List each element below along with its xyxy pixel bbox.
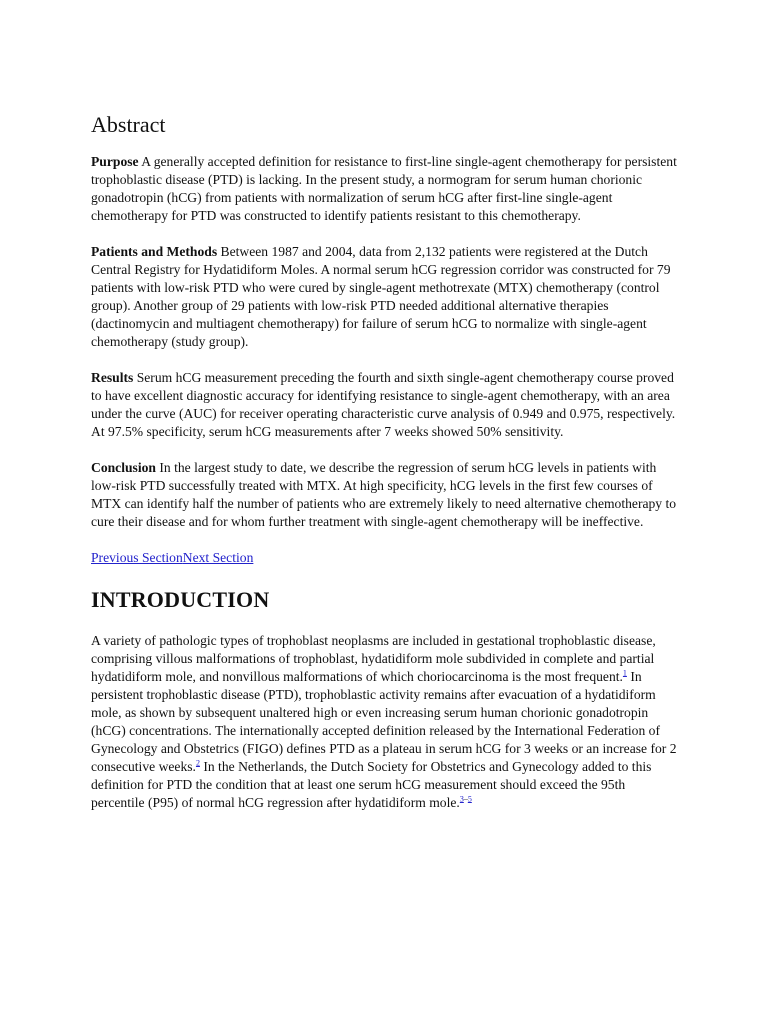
next-section-link[interactable]: Next Section — [182, 550, 254, 565]
reference-link-3[interactable]: 3 — [459, 794, 464, 804]
reference-range-separator: – — [463, 794, 468, 804]
results-label: Results — [91, 370, 134, 385]
intro-text-2: In persistent trophoblastic disease (PTD), trophoblastic activity remains after evacuation of a hydatidiform mole, as shown by subsequent unaltered high or even increasing serum human chorionic gonadotropin (hCG) concentrations. The internationally accepted definition released by the International Federation of Gynecology and Obstetrics (FIGO) defines PTD as a plateau in serum hCG for 3 weeks or an increase for 2 consecutive weeks. — [91, 669, 677, 774]
abstract-heading: Abstract — [91, 112, 166, 137]
previous-section-link[interactable]: Previous Section — [91, 550, 183, 565]
intro-text-1: A variety of pathologic types of trophoblast neoplasms are included in gestational trophoblastic disease, comprising villous malformations of trophoblast, hydatidiform mole subdivided in complete and partial hydatidiform mole, and nonvillous malformations of which choriocarcinoma is the most frequent. — [91, 633, 656, 684]
intro-text-3: In the Netherlands, the Dutch Society for Obstetrics and Gynecology added to this definition for PTD the condition that at least one serum hCG measurement should exceed the 95th percentile (P95) of normal hCG regression after hydatidiform mole. — [91, 759, 652, 810]
conclusion-text: In the largest study to date, we describe the regression of serum hCG levels in patients with low-risk PTD successfully treated with MTX. At high specificity, hCG levels in the first few courses of MTX can identify half the number of patients who are extremely likely to need alternative chemotherapy to cure their disease and for whom further treatment with single-agent chemotherapy will be ineffective. — [91, 460, 677, 529]
conclusion-label: Conclusion — [91, 460, 156, 475]
purpose-text: A generally accepted definition for resistance to first-line single-agent chemotherapy for persistent trophoblastic disease (PTD) is lacking. In the present study, a normogram for serum human chorionic gonadotropin (hCG) from patients with normalization of serum hCG after first-line single-agent chemotherapy for PTD was constructed to identify patients resistant to this chemotherapy. — [91, 154, 677, 223]
article-page — [91, 110, 679, 830]
abstract-conclusion — [91, 459, 679, 531]
methods-label: Patients and Methods — [91, 244, 218, 259]
reference-link-1[interactable]: 1 — [622, 668, 627, 678]
abstract-purpose — [91, 153, 679, 225]
introduction-heading: INTRODUCTION — [91, 587, 270, 612]
section-navigation — [91, 549, 679, 567]
reference-link-2[interactable]: 2 — [195, 758, 200, 768]
purpose-label: Purpose — [91, 154, 139, 169]
abstract-results — [91, 369, 679, 441]
reference-3-5 — [460, 794, 472, 803]
introduction-paragraph — [91, 632, 679, 812]
methods-text: Between 1987 and 2004, data from 2,132 patients were registered at the Dutch Central Registry for Hydatidiform Moles. A normal serum hCG regression corridor was constructed for 79 patients with low-risk PTD who were cured by single-agent methotrexate (MTX) chemotherapy (control group). Another group of 29 patients with low-risk PTD needed additional alternative therapies (dactinomycin and multiagent chemotherapy) for failure of serum hCG to normalize with single-agent chemotherapy (study group). — [91, 244, 671, 349]
results-text: Serum hCG measurement preceding the fourth and sixth single-agent chemotherapy course proved to have excellent diagnostic accuracy for identifying resistance to single-agent chemotherapy, with an area under the curve (AUC) for receiver operating characteristic curve analysis of 0.949 and 0.975, respectively. At 97.5% specificity, serum hCG measurements after 7 weeks showed 50% sensitivity. — [91, 370, 676, 439]
reference-link-5[interactable]: 5 — [467, 794, 472, 804]
abstract-methods — [91, 243, 679, 351]
